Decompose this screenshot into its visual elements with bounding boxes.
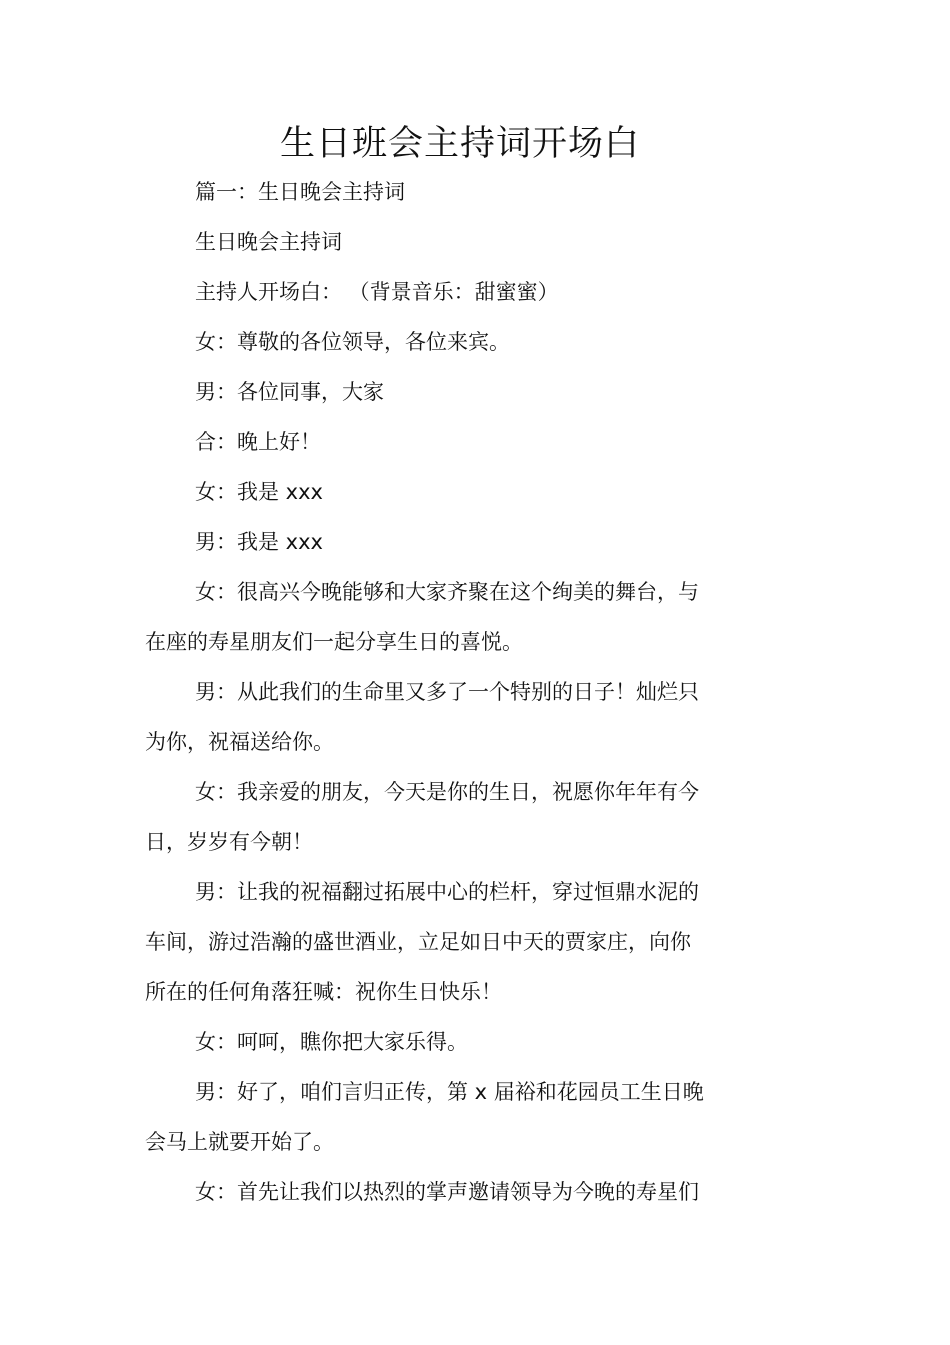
- text-line: 日，岁岁有今朝！: [145, 830, 313, 854]
- text-line: 会马上就要开始了。: [145, 1130, 334, 1154]
- text-line: 女：很高兴今晚能够和大家齐聚在这个绚美的舞台，与: [195, 580, 699, 604]
- text-line: 女：首先让我们以热烈的掌声邀请领导为今晚的寿星们: [195, 1180, 699, 1204]
- text-line: 男：让我的祝福翻过拓展中心的栏杆，穿过恒鼎水泥的: [195, 880, 699, 904]
- document-body: [145, 167, 805, 1217]
- text-line: 主持人开场白： （背景音乐：甜蜜蜜）: [195, 280, 559, 304]
- text-line: 男：我是 xxx: [195, 530, 323, 554]
- text-line: 男：好了，咱们言归正传，第 x 届裕和花园员工生日晚: [195, 1080, 704, 1104]
- text-line: 女：呵呵，瞧你把大家乐得。: [195, 1030, 468, 1054]
- text-line: 男：各位同事，大家: [195, 380, 384, 404]
- text-line: 在座的寿星朋友们一起分享生日的喜悦。: [145, 630, 523, 654]
- text-line: 车间，游过浩瀚的盛世酒业，立足如日中天的贾家庄，向你: [145, 930, 691, 954]
- text-line: 男：从此我们的生命里又多了一个特别的日子！灿烂只: [195, 680, 699, 704]
- text-line: 女：尊敬的各位领导，各位来宾。: [195, 330, 510, 354]
- text-line: 篇一：生日晚会主持词: [195, 180, 405, 204]
- text-line: 所在的任何角落狂喊：祝你生日快乐！: [145, 980, 502, 1004]
- text-line: 合：晚上好！: [195, 430, 321, 454]
- text-line: 为你，祝福送给你。: [145, 730, 334, 754]
- text-line: 女：我亲爱的朋友，今天是你的生日，祝愿你年年有今: [195, 780, 699, 804]
- text-line: 女：我是 xxx: [195, 480, 323, 504]
- text-line: 生日晚会主持词: [195, 230, 342, 254]
- document-title: 生日班会主持词开场白: [279, 124, 640, 164]
